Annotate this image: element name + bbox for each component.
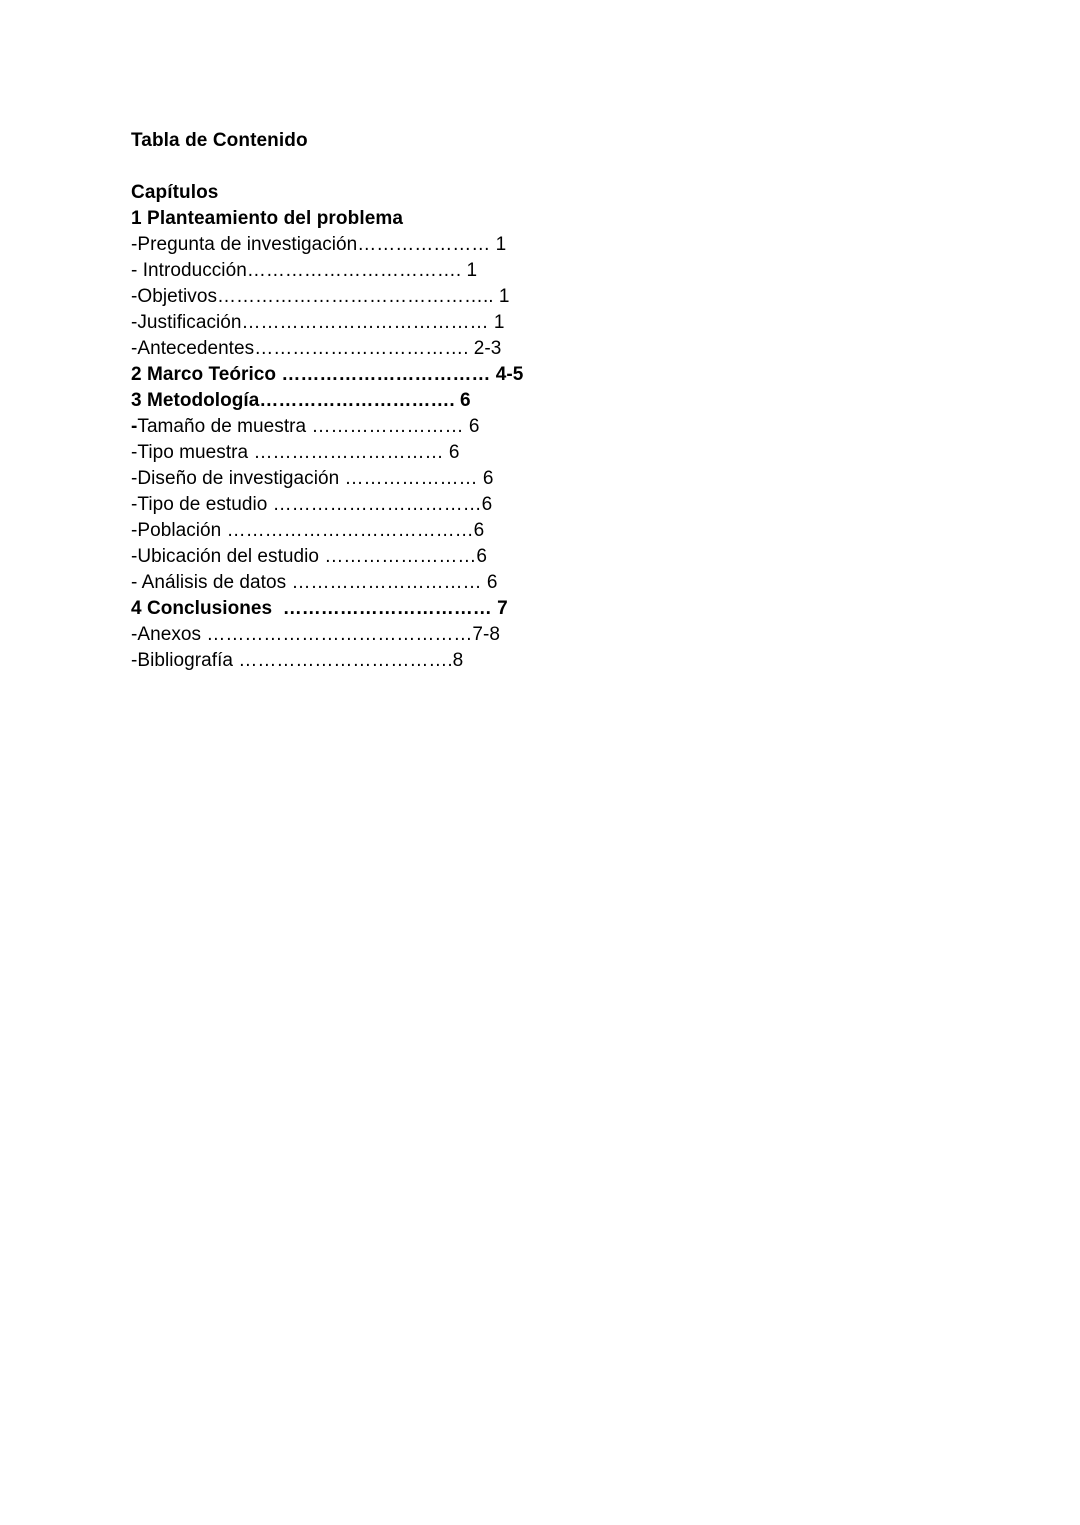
- toc-entry[interactable]: [131, 518, 731, 544]
- toc-entry-leader: ………………………….: [259, 390, 455, 411]
- toc-entry-leader: …………………………….: [254, 338, 469, 359]
- toc-entry-label: -Ubicación del estudio: [131, 546, 325, 567]
- toc-entry-label: 2 Marco Teórico: [131, 364, 282, 385]
- toc-entry-page-number: 1: [490, 234, 507, 255]
- toc-entry-leader: …………………………….: [238, 650, 453, 671]
- toc-entry-leader: ……………………………………..: [217, 286, 494, 307]
- toc-entry-label: - Introducción: [131, 260, 247, 281]
- toc-entry-leader: ……………………………: [272, 494, 482, 515]
- toc-entry[interactable]: [131, 648, 731, 674]
- toc-entry-page-number: 7: [491, 598, 508, 619]
- toc-entry-label: -Justificación: [131, 312, 242, 333]
- toc-entry[interactable]: [131, 310, 731, 336]
- toc-entry[interactable]: [131, 466, 731, 492]
- toc-entry-label: -Población: [131, 520, 227, 541]
- toc-entry-leader: ……………………: [311, 416, 464, 437]
- toc-entry[interactable]: [131, 492, 731, 518]
- toc-entry-label: Tamaño de muestra: [137, 416, 312, 437]
- toc-entry[interactable]: [131, 414, 731, 440]
- toc-entry-label: -Antecedentes: [131, 338, 255, 359]
- toc-entry-page-number: 1: [488, 312, 505, 333]
- toc-entry-leader: …………………………: [291, 572, 482, 593]
- toc-entry-page-number: 6: [477, 468, 494, 489]
- toc-entry-page-number: 7-8: [472, 624, 501, 645]
- toc-entry-page-number: 1: [493, 286, 510, 307]
- toc-entry[interactable]: [131, 284, 731, 310]
- toc-entry-label: -Tipo muestra: [131, 442, 254, 463]
- toc-entry-page-number: 6: [454, 390, 471, 411]
- toc-entry-label: -Pregunta de investigación: [131, 234, 358, 255]
- toc-entry[interactable]: [131, 388, 731, 414]
- title-spacer: [131, 154, 731, 180]
- toc-entry-leader: …………………………….: [246, 260, 462, 281]
- toc-entry-page-number: 2-3: [468, 338, 502, 359]
- toc-entry[interactable]: [131, 440, 731, 466]
- table-of-contents: [131, 128, 731, 674]
- chapter-heading-1: 1 Planteamiento del problema: [131, 208, 404, 229]
- toc-entry-leader: ……………………: [324, 546, 477, 567]
- toc-entry-page-number: 6: [473, 520, 485, 541]
- toc-entry[interactable]: [131, 336, 731, 362]
- toc-entry-list: [131, 232, 731, 674]
- toc-entry-page-number: 6: [463, 416, 480, 437]
- toc-entry-page-number: 8: [452, 650, 464, 671]
- toc-entry-label: 3 Metodología: [131, 390, 260, 411]
- toc-entry-leader: …………………………………: [226, 520, 474, 541]
- toc-entry[interactable]: [131, 596, 731, 622]
- toc-entry-leader: …………………: [344, 468, 478, 489]
- toc-entry-leader: …………………………: [253, 442, 444, 463]
- toc-entry-leader: ……………………………: [281, 364, 491, 385]
- toc-entry[interactable]: [131, 570, 731, 596]
- toc-entry-page-number: 6: [481, 494, 493, 515]
- toc-entry[interactable]: [131, 622, 731, 648]
- toc-entry-label: -Anexos: [131, 624, 207, 645]
- toc-entry-label: -Tipo de estudio: [131, 494, 273, 515]
- toc-entry-dash: -: [131, 416, 138, 437]
- toc-entry-label: - Análisis de datos: [131, 572, 292, 593]
- toc-entry-leader: ……………………………………: [206, 624, 473, 645]
- toc-entry-page-number: 6: [443, 442, 460, 463]
- toc-entry[interactable]: [131, 258, 731, 284]
- toc-entry-page-number: 6: [481, 572, 498, 593]
- toc-entry-label: -Bibliografía: [131, 650, 239, 671]
- toc-entry-label: -Objetivos: [131, 286, 218, 307]
- toc-entry-label: 4 Conclusiones: [131, 598, 283, 619]
- page-title: Tabla de Contenido: [131, 130, 308, 151]
- toc-entry-page-number: 1: [461, 260, 478, 281]
- toc-entry-page-number: 6: [476, 546, 487, 567]
- toc-entry-leader: …………………………………: [241, 312, 489, 333]
- section-heading-capitulos: Capítulos: [131, 182, 219, 203]
- toc-entry-leader: …………………: [357, 234, 491, 255]
- toc-entry-leader: ……………………………: [282, 598, 492, 619]
- toc-entry-page-number: 4-5: [490, 364, 524, 385]
- toc-entry[interactable]: [131, 362, 731, 388]
- toc-entry[interactable]: [131, 544, 731, 570]
- toc-entry-label: -Diseño de investigación: [131, 468, 345, 489]
- toc-entry[interactable]: [131, 232, 731, 258]
